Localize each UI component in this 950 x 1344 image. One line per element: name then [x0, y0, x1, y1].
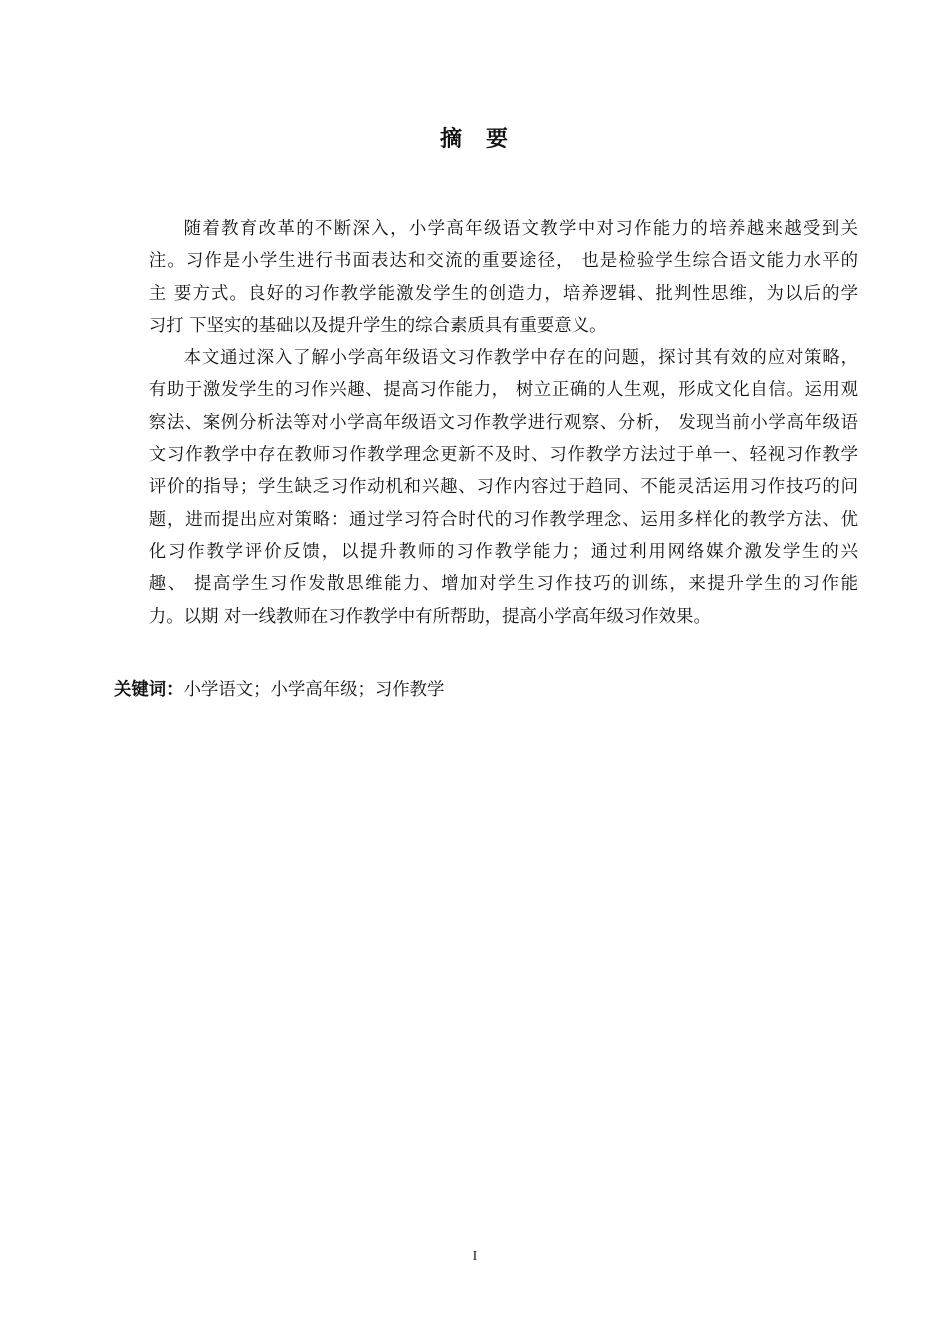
paragraph-line: 化习作教学评价反馈，以提升教师的习作教学能力；通过利用网络媒介激发学生的兴: [148, 541, 858, 562]
abstract-body: [114, 213, 858, 633]
paragraph-line: 本文通过深入了解小学高年级语文习作教学中存在的问题，探讨其有效的应对策略，: [183, 348, 858, 369]
paragraph-line: 主 要方式。良好的习作教学能激发学生的创造力，培养逻辑、批判性思维，为以后的学: [148, 283, 858, 304]
paragraph-line: 随着教育改革的不断深入，小学高年级语文教学中对习作能力的培养越来越受到关: [183, 219, 858, 239]
keywords-label: 关键词：: [114, 680, 184, 700]
paragraph-line: 习打 下坚实的基础以及提升学生的综合素质具有重要意义。: [148, 315, 607, 336]
paragraph-line: 文习作教学中存在教师习作教学理念更新不及时、习作教学方法过于单一、轻视习作教学: [148, 445, 858, 466]
paragraph-line: 力。以期 对一线教师在习作教学中有所帮助，提高小学高年级习作效果。: [148, 606, 711, 627]
abstract-paragraph-2: [114, 342, 858, 633]
paragraph-line: 趣、 提高学生习作发散思维能力、增加对学生习作技巧的训练，来提升学生的习作能: [148, 574, 858, 595]
abstract-paragraph-1: [114, 213, 858, 342]
page-number: I: [472, 1249, 478, 1264]
paragraph-line: 题，进而提出应对策略：通过学习符合时代的习作教学理念、运用多样化的教学方法、优: [148, 509, 858, 530]
keywords: [114, 676, 444, 704]
abstract-title-char-2: 要: [486, 127, 511, 152]
paragraph-line: 察法、案例分析法等对小学高年级语文习作教学进行观察、分析， 发现当前小学高年级语: [148, 412, 858, 433]
keywords-value: 小学语文；小学高年级；习作教学: [183, 680, 445, 700]
abstract-title-char-1: 摘: [439, 127, 464, 152]
abstract-title: [0, 122, 950, 153]
paragraph-line: 注。习作是小学生进行书面表达和交流的重要途径， 也是检验学生综合语文能力水平的: [148, 251, 858, 272]
paragraph-line: 有助于激发学生的习作兴趣、提高习作能力， 树立正确的人生观，形成文化自信。运用观: [148, 380, 858, 401]
paragraph-line: 评价的指导；学生缺乏习作动机和兴趣、习作内容过于趋同、不能灵活运用习作技巧的问: [148, 477, 858, 498]
